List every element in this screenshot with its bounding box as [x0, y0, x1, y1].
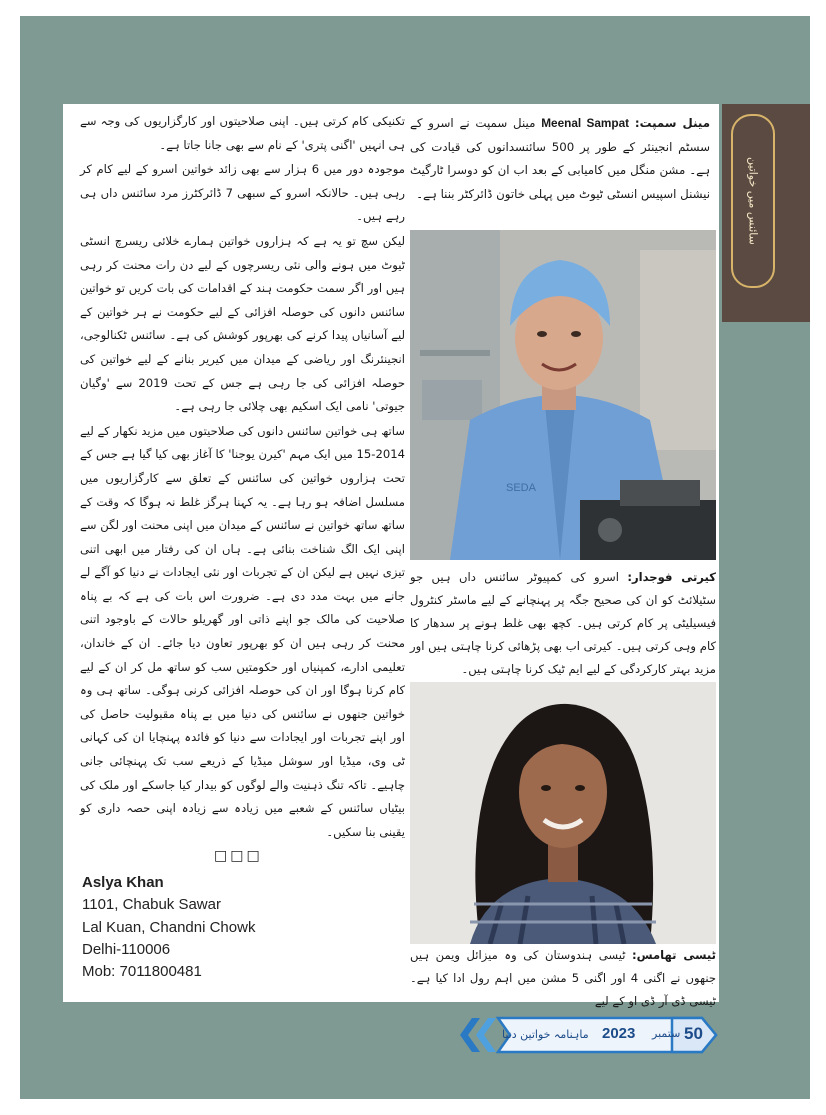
caption1-name: کیرتی فوجدار: — [627, 570, 716, 584]
intro-name-urdu: مینل سمپت: — [634, 116, 711, 130]
article-paragraph: لیکن سچ تو یہ ہے کہ ہزاروں خواتین ہمارے خلائی ریسرچ انسٹی ٹیوٹ میں ہونے والی نئی ریسرچوں کے لیے دن رات محنت کر رہی ہیں اور اگر سمت حکومت ہند کے اقدامات کی بات کریں تو خواتین سائنس دانوں کی حوصلہ افزائی کے لیے حکومت نے ہر خواتین کے لیے آسانیاں پیدا کرنے کی بھرپور کوشش کی ہے۔ سائنس ٹکنالوجی، انجینئرنگ اور ریاضی کے میدان میں کیریر بنانے کے لیے خواتین کی حوصلہ افزائی کی جا رہی ہے جس کے تحت 2019 سے 'وگیان جیوتی' نامی ایک اسکیم بھی چلائی جا رہی ہے۔ — [80, 233, 405, 414]
author-name: Aslya Khan — [82, 874, 164, 891]
article-paragraph: ساتھ ہی خواتین سائنس دانوں کی صلاحیتوں میں مزید نکھار کے لیے 2014-15 میں ایک مہم 'کیرن یوجنا' کا آغاز بھی کیا گیا ہے جس کے تحت ہزاروں خواتین کی سائنس کے تعلق سے کارگزاریوں میں مسلسل اضافہ ہو رہا ہے۔ یہ کہنا ہرگز غلط نہ ہوگا کہ وقت کے ساتھ ساتھ خواتین نے سائنس کے میدان میں اپنی محنت اور لگن سے اپنی ایک الگ شناخت بنائی ہے۔ ہاں ان کی رفتار میں ابھی اتنی تیزی نہیں ہے لیکن ان کے تجربات اور نئی ایجادات نے دنیا کو آگے لے جانے میں بہت مدد دی ہے۔ ضرورت اس بات کی ہے کہ بے پناہ صلاحیت کی مالک جو اپنے ذاتی اور گھریلو حالات کے باوجود اتنی محنت کر رہی ہیں ان کو بھرپور تعاون دیا جائے۔ ان کے خاندان، تعلیمی ادارے، کمپنیاں اور حکومتیں سب کو ساتھ مل کر ان کے لیے کام کرنا ہوگا اور ان کی حوصلہ افزائی کرنی ہوگی۔ ساتھ ہی وہ خواتین جنھوں نے سائنس کی دنیا میں بے پناہ مقبولیت حاصل کی اور اپنے تجربات اور ایجادات سے دنیا کو فائدہ پہنچایا ان کی کہانی ٹی وی، میڈیا اور سوشل میڈیا کے ذریعے سب تک پہنچائی جانی چاہیے۔ تاکہ تنگ ذہنیت والے لوگوں کو بیدار کیا جاسکے اور ملک کی بیٹیاں سائنس کے شعبے میں زیادہ سے زیادہ اپنی حصہ داری کو یقینی بنا سکیں۔ — [80, 423, 405, 839]
intro-block — [410, 112, 710, 206]
photo-tessy-thomas — [410, 682, 716, 944]
portrait-illustration — [410, 682, 716, 944]
author-block — [82, 872, 332, 983]
page-footer — [458, 1014, 720, 1056]
caption-photo2 — [410, 944, 716, 1013]
end-mark: □□□ — [214, 848, 263, 864]
section-ornament — [731, 114, 775, 288]
caption1-text: اسرو کی کمپیوٹر سائنس داں ہیں جو سٹیلائٹ کو ان کی صحیح جگہ پر پہنچانے کے لیے ماسٹر کنٹرول فیسیلیٹی پر کام کرتی ہیں۔ کچھ بھی غلط ہونے پر سدھار کا کام وہی کرتی ہیں۔ کیرتی اب بھی پڑھائی کرنا چاہتی ہیں اور مزید بہتر کارکردگی کے لیے ایم ٹیک کرنا چاہتی ہیں۔ — [410, 570, 716, 676]
footer-ribbon-icon — [458, 1014, 720, 1056]
address-line: 1101, Chabuk Sawar — [82, 896, 221, 914]
caption2-name: ٹیسی تھامس: — [631, 948, 716, 962]
intro-text: مینل سمپت نے اسرو کے سسٹم انجینئر کے طور پر 500 سائنسدانوں کی قیادت کی ہے۔ مشن منگل میں کامیابی کے بعد اب ان کو دوسرا ٹارگیٹ نیشنل اسپیس انسٹی ٹیوٹ میں پہلی خاتون ڈائرکٹر بننا ہے۔ — [410, 116, 710, 201]
caption-photo1 — [410, 566, 716, 681]
article-paragraph: تکنیکی کام کرتی ہیں۔ اپنی صلاحیتوں اور کارگزاریوں کی وجہ سے ہی انہیں 'اگنی پتری' کے نام سے بھی جانا جاتا ہے۔ — [80, 114, 405, 152]
photo-scientist-lab — [410, 230, 716, 560]
gown-badge: SEDA — [506, 482, 536, 494]
address-line: Lal Kuan, Chandni Chowk — [82, 918, 256, 936]
caption2-text: ٹیسی ہندوستان کی وہ میزائل ویمن ہیں جنھوں نے اگنی 4 اور اگنی 5 مشن میں اہم رول ادا کیا ہے۔ ٹیسی ڈی آر ڈی او کے لیے — [410, 948, 716, 1008]
magazine-name: ماہنامہ خواتین دنیا — [502, 1028, 589, 1041]
article-column — [80, 110, 405, 845]
page-number: 50 — [684, 1024, 703, 1043]
intro-name-english: Meenal Sampat — [541, 116, 630, 130]
address-line: Delhi-110006 — [82, 940, 171, 958]
article-paragraph: موجودہ دور میں 6 ہزار سے بھی زائد خواتین اسرو کے لیے کام کر رہی ہیں۔ حالانکہ اسرو کے سبھی 7 ڈائرکٹرز مرد سائنس داں ہی رہے ہیں۔ — [80, 162, 406, 224]
author-mobile: Mob: 7011800481 — [82, 963, 202, 981]
section-label: سائنس میں خواتین — [746, 157, 760, 245]
lab-photo-illustration — [410, 230, 716, 560]
issue-year: 2023 — [602, 1025, 636, 1042]
issue-month: ستمبر — [652, 1027, 681, 1040]
